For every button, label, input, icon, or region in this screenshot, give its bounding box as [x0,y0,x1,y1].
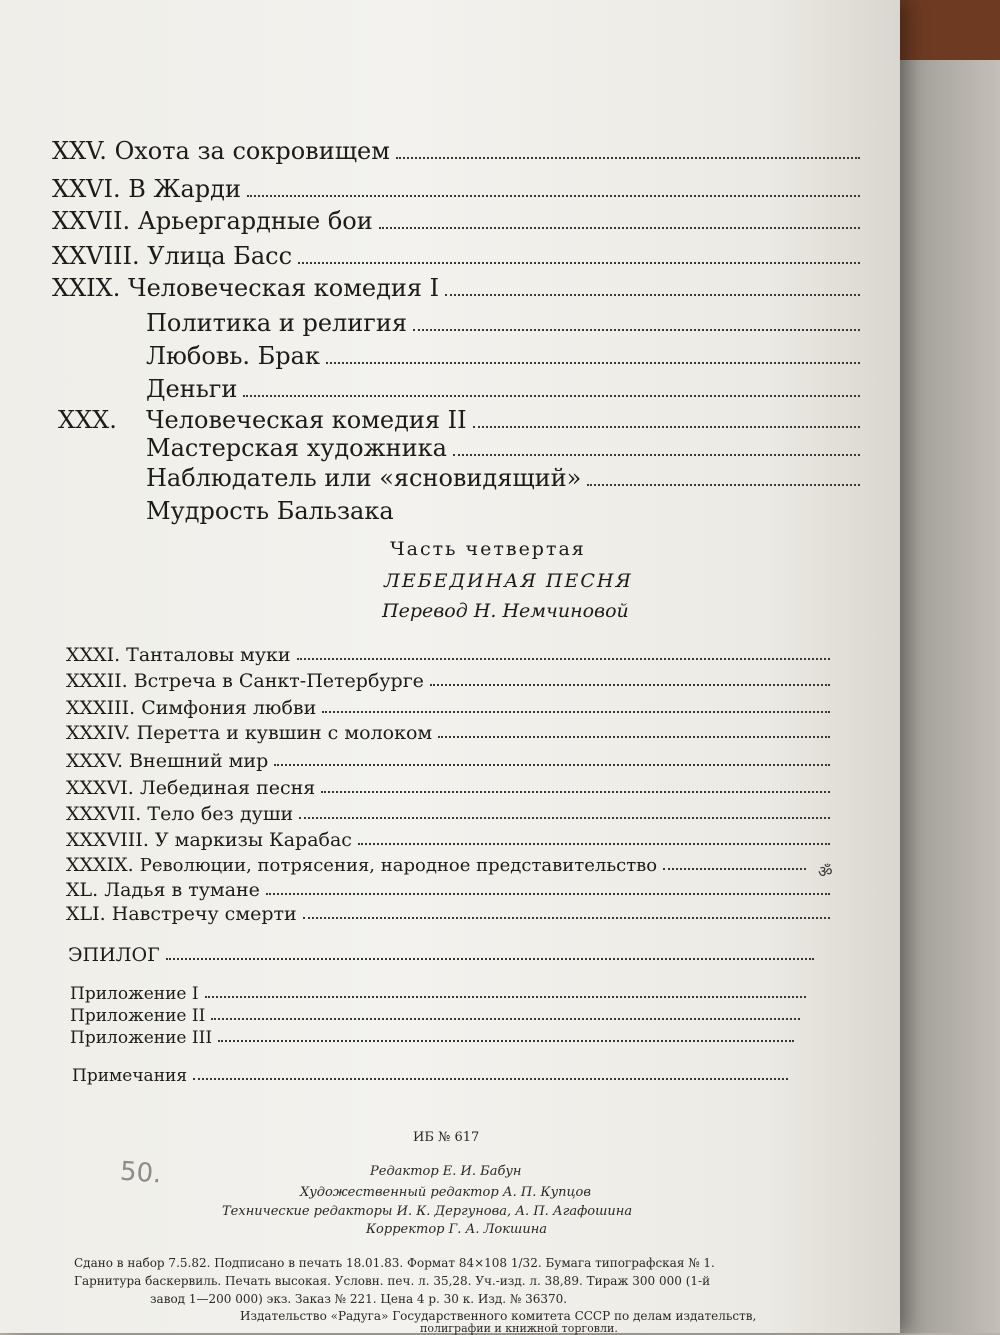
toc-number: XXXI. [66,644,121,666]
imprint-art-editor: Художественный редактор А. П. Купцов [300,1185,591,1200]
toc-title: Примечания [72,1066,188,1086]
toc-entry [66,854,806,876]
toc-appendix [70,984,806,1004]
toc-title: ЭПИЛОГ [68,944,160,966]
toc-entry [66,722,830,744]
part-label: Часть четвертая [390,538,586,560]
toc-title: Человеческая комедия II [146,406,467,434]
imprint-line: Издательство «Радуга» Государственного комитета СССР по делам издательств, [240,1309,757,1323]
toc-title: Симфония любви [141,697,317,719]
toc-leader [266,893,830,895]
toc-appendix [70,1006,800,1026]
toc-subentry [146,464,860,492]
toc-title: Любовь. Брак [146,342,320,370]
toc-leader [473,426,860,428]
background-surface [900,40,1000,1333]
toc-subentry [146,309,860,337]
toc-leader [218,1040,794,1042]
toc-leader [587,484,860,486]
toc-title: Тело без души [147,803,294,825]
toc-title: Танталовы муки [126,644,291,666]
toc-number: XXXV. [66,750,124,772]
toc-number: XXXVIII. [66,829,149,851]
imprint-line: Сдано в набор 7.5.82. Подписано в печать 18.01.83. Формат 84×108 1/32. Бумага типографская № 1. [74,1256,715,1270]
toc-leader [299,817,830,819]
toc-entry [66,697,830,719]
toc-leader [322,711,830,713]
toc-leader [445,294,860,296]
toc-entry [66,777,830,799]
toc-notes [72,1066,788,1086]
toc-title: Внешний мир [129,750,269,772]
toc-entry [66,903,830,925]
toc-title: Встреча в Санкт-Петербурге [133,670,424,692]
toc-title: Улица Басс [147,242,293,270]
toc-number: XXVII. [52,207,131,235]
toc-entry [66,644,830,666]
toc-leader [303,917,830,919]
toc-title: У маркизы Карабас [154,829,352,851]
toc-title: Приложение I [70,984,199,1004]
toc-subentry [146,497,860,525]
toc-title: Мудрость Бальзака [146,497,394,525]
toc-leader [453,454,860,456]
toc-title: В Жарди [128,175,241,203]
toc-title: Арьергардные бои [137,207,373,235]
toc-title: Наблюдатель или «ясновидящий» [146,464,582,492]
toc-number: XXXII. [66,670,128,692]
toc-title: Человеческая комедия I [128,274,440,302]
toc-number: XXXVI. [66,777,134,799]
toc-entry [52,175,860,203]
toc-title: Приложение III [70,1028,213,1048]
toc-entry [66,670,830,692]
toc-leader [205,996,806,998]
toc-subentry [146,342,860,370]
toc-title: Лебединая песня [139,777,316,799]
toc-leader [243,395,860,397]
imprint-tech-editors: Технические редакторы И. К. Дергунова, А. П. Агафошина [222,1204,633,1219]
toc-leader [438,736,830,738]
part-title: ЛЕБЕДИНАЯ ПЕСНЯ [384,570,633,592]
toc-leader [379,227,860,229]
toc-title: Политика и религия [146,309,407,337]
toc-entry [66,829,830,851]
toc-entry [52,242,860,270]
toc-entry [58,406,860,434]
imprint-ib: ИБ № 617 [413,1130,480,1145]
toc-title: Перетта и кувшин с молоком [136,722,433,744]
imprint-line: полиграфии и книжной торговли. [420,1322,618,1335]
part-translator: Перевод Н. Немчиновой [382,600,629,622]
toc-number: XXIX. [52,274,121,302]
toc-number: XL. [66,879,99,901]
toc-leader [321,791,830,793]
imprint-line: Гарнитура баскервиль. Печать высокая. Условн. печ. л. 35,28. Уч.-изд. л. 38,89. Тираж 300 000 (1-й [74,1274,711,1288]
toc-number: XXXIV. [66,722,131,744]
toc-title: Революции, потрясения, народное представительство [139,855,658,876]
imprint-editor: Редактор Е. И. Бабун [370,1164,522,1179]
toc-title: Навстречу смерти [111,903,297,925]
toc-leader [211,1018,800,1020]
pencil-mark: 50. [119,1156,163,1190]
toc-leader [358,843,830,845]
toc-entry [66,803,830,825]
toc-leader [413,329,860,331]
toc-entry [66,879,830,901]
toc-number: XLI. [66,903,106,925]
toc-number: XXXVII. [66,803,142,825]
toc-title: Деньги [146,375,238,403]
toc-entry [52,274,860,302]
toc-leader [247,195,860,197]
toc-number: XXXIX. [66,854,134,876]
toc-number: XXVIII. [52,242,140,270]
toc-title: Мастерская художника [146,434,447,462]
toc-title: Ладья в тумане [104,879,260,901]
page-number-fragment: ॐ [818,862,833,881]
toc-appendix [70,1028,794,1048]
toc-leader [298,262,860,264]
imprint-corrector: Корректор Г. А. Локшина [366,1222,548,1237]
toc-number: XXX. [58,406,117,434]
toc-entry [52,137,860,165]
toc-epilogue [68,944,814,966]
toc-leader [297,658,830,660]
toc-leader [430,684,830,686]
toc-number: XXV. [52,137,107,165]
toc-leader [166,958,814,960]
toc-number: XXXIII. [66,697,136,719]
toc-leader [274,764,830,766]
toc-entry [52,207,860,235]
imprint-line: завод 1—200 000) экз. Заказ № 221. Цена 4 р. 30 к. Изд. № 36370. [150,1292,568,1306]
toc-subentry [146,434,860,462]
toc-subentry [146,375,860,403]
toc-entry [66,750,830,772]
toc-leader [663,868,806,870]
toc-title: Приложение II [70,1006,206,1026]
toc-leader [193,1078,788,1080]
toc-leader [396,157,860,159]
toc-leader [326,362,860,364]
toc-number: XXVI. [52,175,121,203]
toc-title: Охота за сокровищем [114,137,390,165]
